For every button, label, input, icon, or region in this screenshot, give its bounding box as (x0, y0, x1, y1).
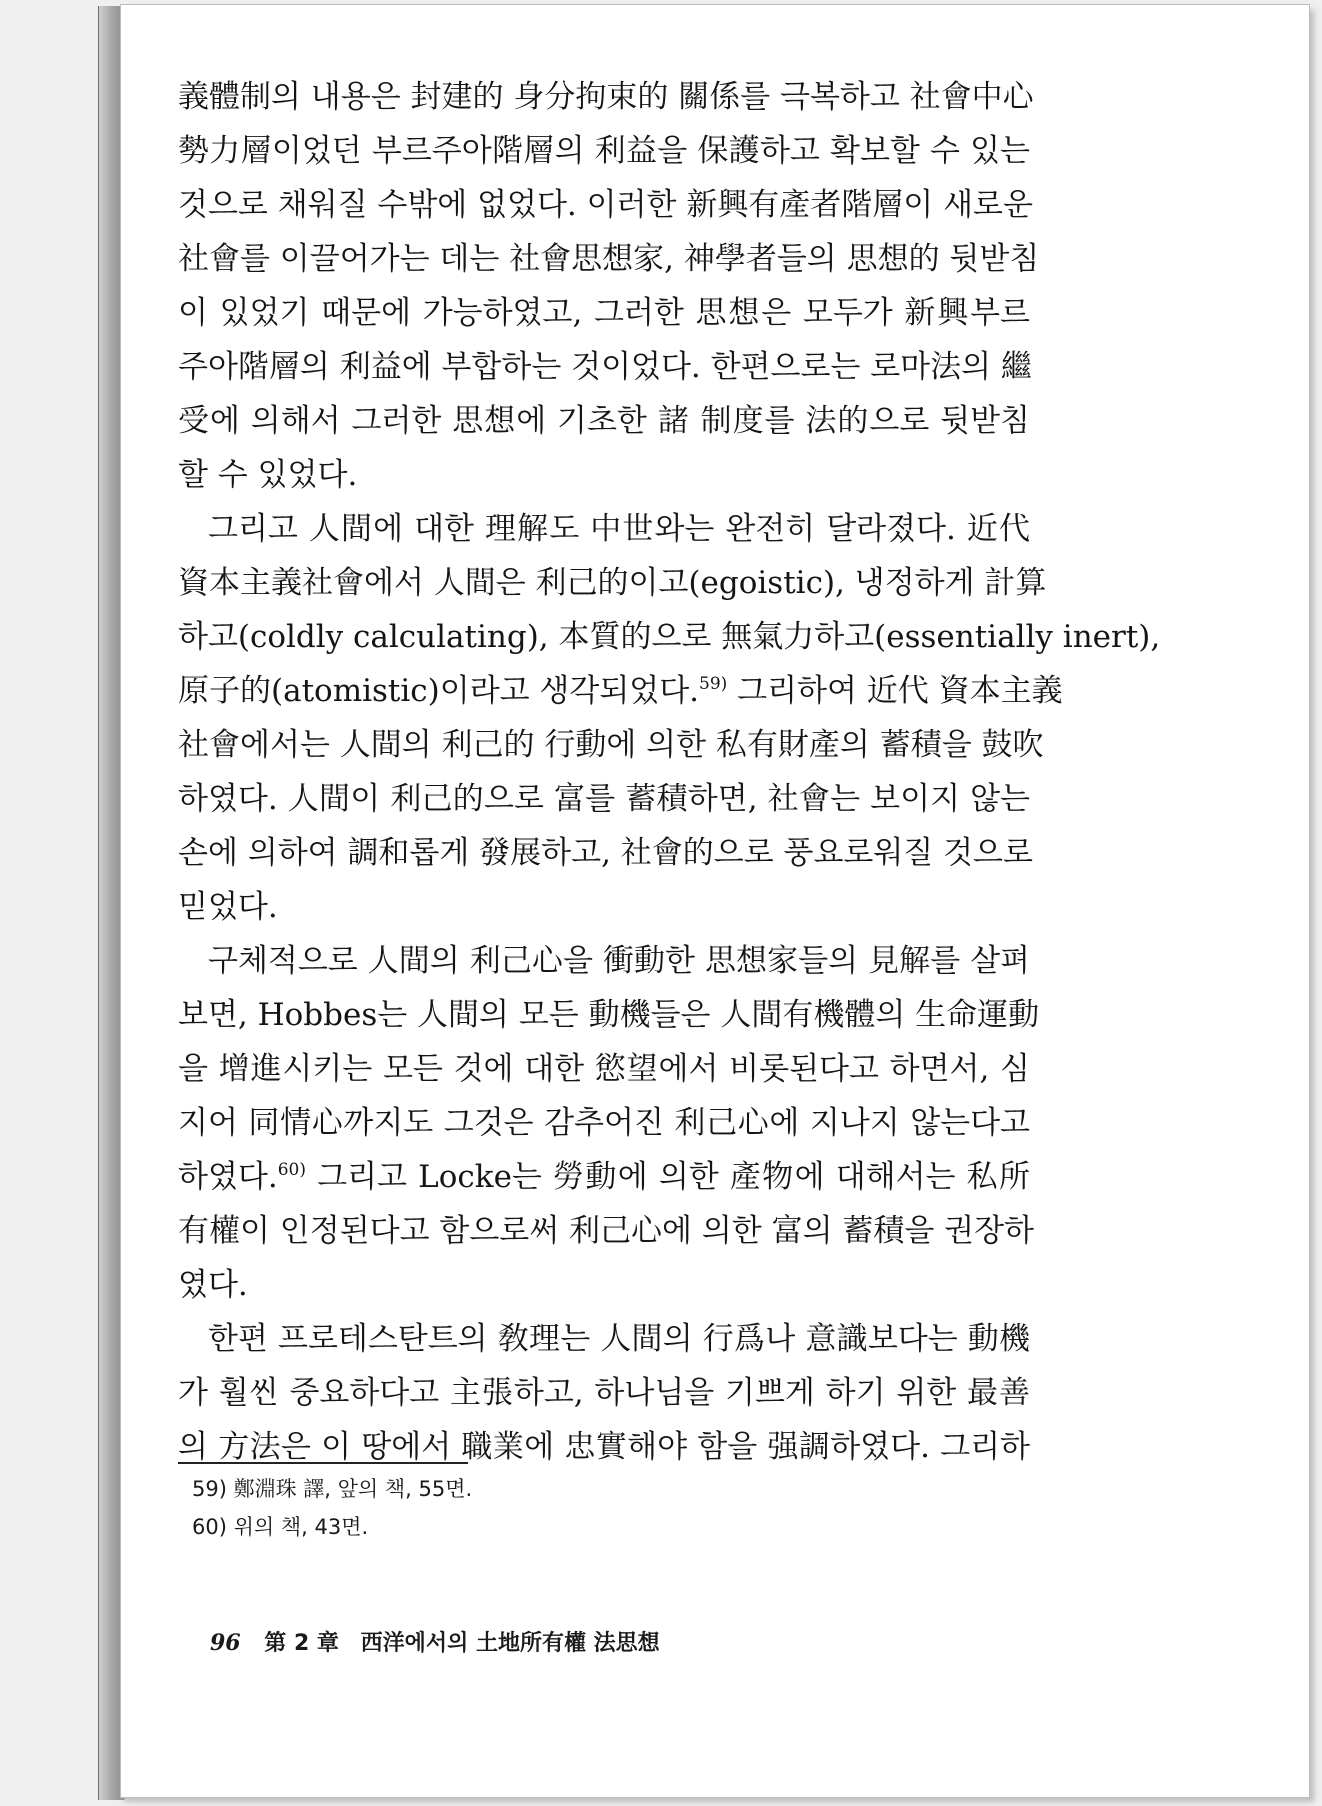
text-line: 것으로 채워질 수밖에 없었다. 이러한 新興有產者階層이 새로운 (178, 187, 1033, 223)
running-footer (210, 1626, 660, 1657)
text-line: 구체적으로 人間의 利己心을 衝動한 思想家들의 見解를 살펴 (208, 943, 1030, 979)
text-line: 하고(coldly calculating), 本質的으로 無氣力하고(essentially inert), (178, 619, 1161, 655)
footnote-59: 59) 鄭淵珠 譯, 앞의 책, 55면. (192, 1477, 473, 1501)
text-line: 지어 同情心까지도 그것은 감추어진 利己心에 지나지 않는다고 (178, 1105, 1030, 1141)
text-line: 할 수 있었다. (178, 457, 358, 493)
text-line: 였다. (178, 1267, 248, 1303)
text-line: 受에 의해서 그러한 思想에 기초한 諸 制度를 法的으로 뒷받침 (178, 403, 1030, 439)
text-line: 의 方法은 이 땅에서 職業에 忠實해야 함을 强調하였다. 그리하 (178, 1429, 1030, 1465)
text-line: 社會를 이끌어가는 데는 社會思想家, 神學者들의 思想的 뒷받침 (178, 241, 1040, 277)
page-number: 96 (210, 1630, 241, 1656)
text-segment: 하였다. (178, 1159, 278, 1195)
text-line: 義體制의 내용은 封建的 身分拘束的 關係를 극복하고 社會中心 (178, 79, 1034, 115)
text-line-with-footnote (178, 664, 1063, 718)
text-line-with-footnote (178, 1150, 1030, 1204)
text-line: 社會에서는 人間의 利己的 行動에 의한 私有財產의 蓄積을 鼓吹 (178, 727, 1044, 763)
text-line: 이 있었기 때문에 가능하였고, 그러한 思想은 모두가 新興부르 (178, 295, 1030, 331)
footnote-ref[interactable]: 59) (699, 674, 728, 694)
text-line: 한편 프로테스탄트의 敎理는 人間의 行爲나 意識보다는 動機 (208, 1321, 1030, 1357)
footnote-60: 60) 위의 책, 43면. (192, 1515, 369, 1539)
text-line: 주아階層의 利益에 부합하는 것이었다. 한편으로는 로마法의 繼 (178, 349, 1032, 385)
text-segment: 그리고 Locke는 勞動에 의한 產物에 대해서는 私所 (305, 1159, 1030, 1195)
text-line: 손에 의하여 調和롭게 發展하고, 社會的으로 풍요로워질 것으로 (178, 835, 1033, 871)
text-segment: 그리하여 近代 資本主義 (727, 673, 1063, 709)
chapter-title: 西洋에서의 土地所有權 法思想 (360, 1631, 660, 1656)
footnote-divider (178, 1462, 468, 1464)
text-line: 有權이 인정된다고 함으로써 利己心에 의한 富의 蓄積을 권장하 (178, 1213, 1035, 1249)
text-line: 하였다. 人間이 利己的으로 富를 蓄積하면, 社會는 보이지 않는 (178, 781, 1030, 817)
text-line: 보면, Hobbes는 人間의 모든 動機들은 人間有機體의 生命運動 (178, 997, 1040, 1033)
text-line: 믿었다. (178, 889, 278, 925)
text-line: 그리고 人間에 대한 理解도 中世와는 완전히 달라졌다. 近代 (208, 511, 1030, 547)
chapter-label: 第 2 章 (264, 1631, 339, 1656)
text-line: 資本主義社會에서 人間은 利己的이고(egoistic), 냉정하게 計算 (178, 565, 1047, 601)
text-segment: 原子的(atomistic)이라고 생각되었다. (178, 673, 700, 709)
text-line: 가 훨씬 중요하다고 主張하고, 하나님을 기쁘게 하기 위한 最善 (178, 1375, 1030, 1411)
footnotes (192, 1470, 472, 1546)
text-line: 을 增進시키는 모든 것에 대한 慾望에서 비롯된다고 하면서, 심 (178, 1051, 1030, 1087)
footnote-ref[interactable]: 60) (277, 1160, 306, 1180)
text-line: 勢力層이었던 부르주아階層의 利益을 保護하고 확보할 수 있는 (178, 133, 1030, 169)
body-text (178, 70, 1161, 1474)
